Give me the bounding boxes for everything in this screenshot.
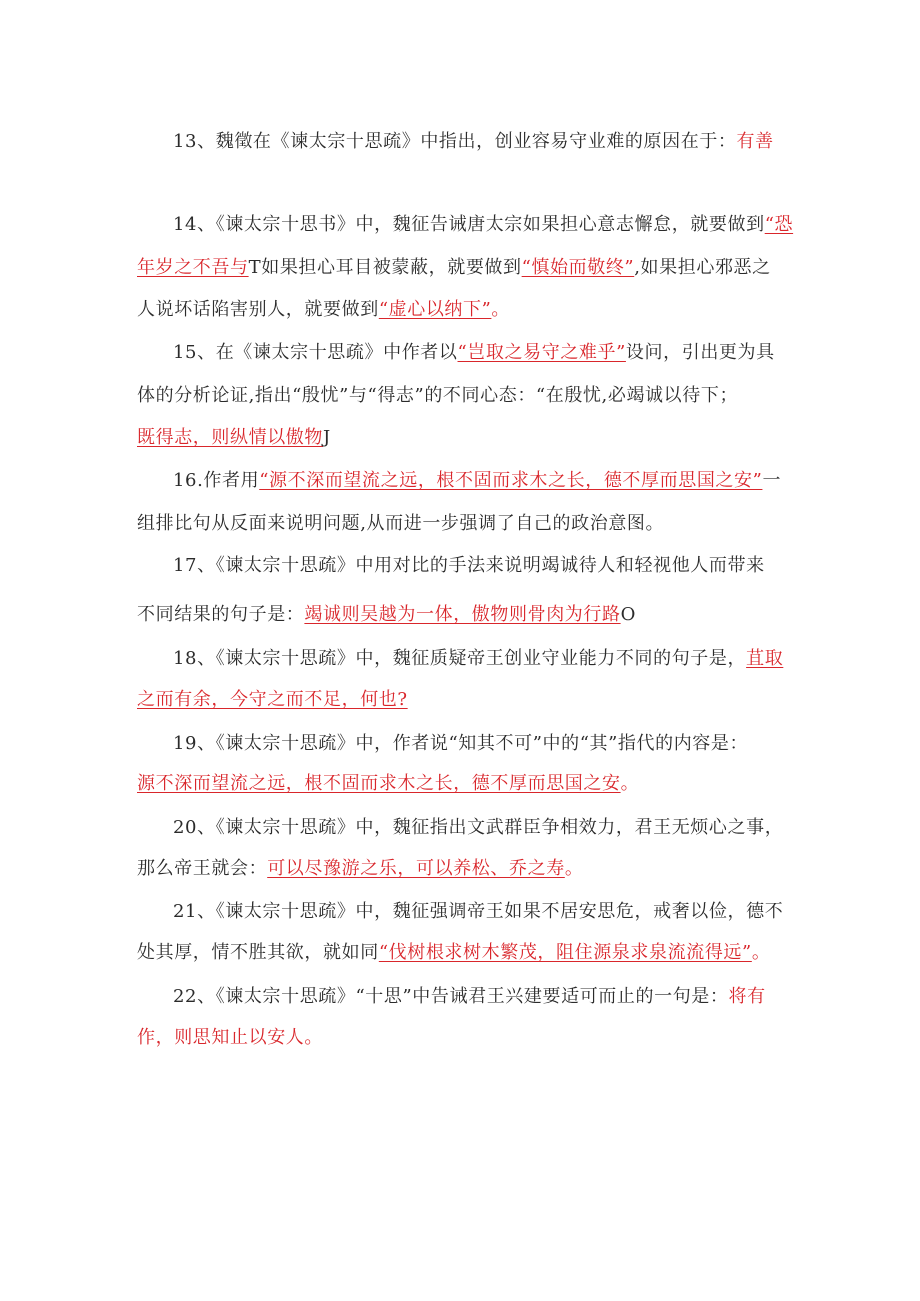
q18-line-1 bbox=[173, 647, 783, 671]
q19-answer: 源不深而望流之远，根不固而求木之长，德不厚而思国之安 bbox=[137, 773, 621, 794]
q14-line-2 bbox=[137, 256, 771, 280]
q14-text-3: ,如果担心邪恶之 bbox=[634, 257, 771, 278]
q17-text-1: 17、《谏太宗十思疏》中用对比的手法来说明竭诚待人和轻视他人而带来 bbox=[173, 555, 765, 576]
q14-text: 14、《谏太宗十思书》中，魏征告诫唐太宗如果担心意志懈怠，就要做到 bbox=[173, 214, 765, 235]
q21-answer: “伐树根求树木繁茂，阻住源泉求泉流流得远” bbox=[378, 942, 752, 963]
q18-answer-start: 苴取 bbox=[746, 648, 784, 669]
q18-answer-end: 之而有余，今守之而不足，何也? bbox=[137, 689, 408, 710]
q21-text-1: 21、《谏太宗十思疏》中，魏征强调帝王如果不居安思危，戒奢以俭，德不 bbox=[173, 901, 784, 922]
q17-text-2: 不同结果的句子是： bbox=[137, 604, 305, 625]
q13-text: 魏徵在《谏太宗十思疏》中指出，创业容易守业难的原因在于： bbox=[215, 131, 737, 152]
q19-end: 。 bbox=[620, 773, 640, 794]
q22-line-2 bbox=[137, 1026, 323, 1050]
q18-line-2 bbox=[137, 688, 408, 712]
q21-line-2 bbox=[137, 941, 770, 965]
q19-line-1 bbox=[173, 732, 748, 756]
q14-answer-1-end: 年岁之不吾与 bbox=[137, 257, 249, 278]
q16-answer: “源不深而望流之远，根不固而求木之长，德不厚而思国之安” bbox=[259, 470, 763, 491]
q15-line-1 bbox=[173, 341, 775, 365]
q20-line-2 bbox=[137, 857, 583, 881]
q13-line bbox=[173, 130, 774, 154]
q17-line-1 bbox=[173, 554, 765, 578]
q15-line-2 bbox=[137, 384, 738, 408]
q20-answer: 可以尽豫游之乐，可以养松、乔之寿 bbox=[267, 858, 565, 879]
q14-end: 。 bbox=[491, 299, 511, 320]
q17-end: O bbox=[620, 604, 636, 625]
q15-text-1: 15、在《谏太宗十思疏》中作者以 bbox=[173, 342, 458, 363]
q20-line-1 bbox=[173, 816, 783, 840]
q19-text: 19、《谏太宗十思疏》中，作者说“知其不可”中的“其”指代的内容是： bbox=[173, 733, 749, 754]
q21-end: 。 bbox=[751, 942, 771, 963]
q15-text-2: 设问，引出更为具 bbox=[625, 342, 775, 363]
q16-end: 一 bbox=[762, 470, 782, 491]
q14-answer-1-start: “恐 bbox=[764, 214, 794, 235]
q22-line-1 bbox=[173, 985, 766, 1009]
q15-answer-2: 既得志，则纵情以傲物 bbox=[137, 427, 323, 448]
q21-line-1 bbox=[173, 900, 783, 924]
q22-answer-start: 将有 bbox=[728, 986, 766, 1007]
q19-line-2 bbox=[137, 772, 639, 796]
q22-text: 22、《谏太宗十思疏》“十思”中告诫君王兴建要适可而止的一句是： bbox=[173, 986, 729, 1007]
q20-text-1: 20、《谏太宗十思疏》中，魏征指出文武群臣争相效力，君王无烦心之事， bbox=[173, 817, 784, 838]
q20-end: 。 bbox=[564, 858, 584, 879]
q21-text-2: 处其厚，情不胜其欲，就如同 bbox=[137, 942, 379, 963]
q14-line-1 bbox=[173, 213, 793, 237]
q15-text-3: 体的分析论证,指出“殷忧”与“得志”的不同心态：“在殷忧,必竭诚以待下； bbox=[137, 385, 739, 406]
q16-text-2: 组排比句从反面来说明问题,从而进一步强调了自己的政治意图。 bbox=[137, 513, 665, 534]
q14-text-4: 人说坏话陷害别人，就要做到 bbox=[137, 299, 379, 320]
q17-line-2 bbox=[137, 603, 636, 627]
q14-line-3 bbox=[137, 298, 510, 322]
q18-text: 18、《谏太宗十思疏》中，魏征质疑帝王创业守业能力不同的句子是， bbox=[173, 648, 747, 669]
q15-end: J bbox=[323, 427, 331, 448]
q15-answer-1: “岂取之易守之难乎” bbox=[457, 342, 626, 363]
q17-answer: 竭诚则吴越为一体，傲物则骨肉为行路 bbox=[304, 604, 621, 625]
q13-answer: 有善 bbox=[736, 131, 774, 152]
q20-text-2: 那么帝王就会： bbox=[137, 858, 268, 879]
q16-line-2 bbox=[137, 512, 664, 536]
q14-text-2: T如果担心耳目被蒙蔽，就要做到 bbox=[248, 257, 522, 278]
q14-answer-2: “慎始而敬终” bbox=[521, 257, 635, 278]
q16-line-1 bbox=[173, 469, 781, 493]
q16-text-1: 16.作者用 bbox=[173, 470, 260, 491]
q14-answer-3: “虚心以纳下” bbox=[378, 299, 492, 320]
q22-answer-end: 作，则思知止以安人。 bbox=[137, 1027, 323, 1048]
q15-line-3 bbox=[137, 426, 331, 450]
q13-number: 13、 bbox=[173, 131, 216, 152]
